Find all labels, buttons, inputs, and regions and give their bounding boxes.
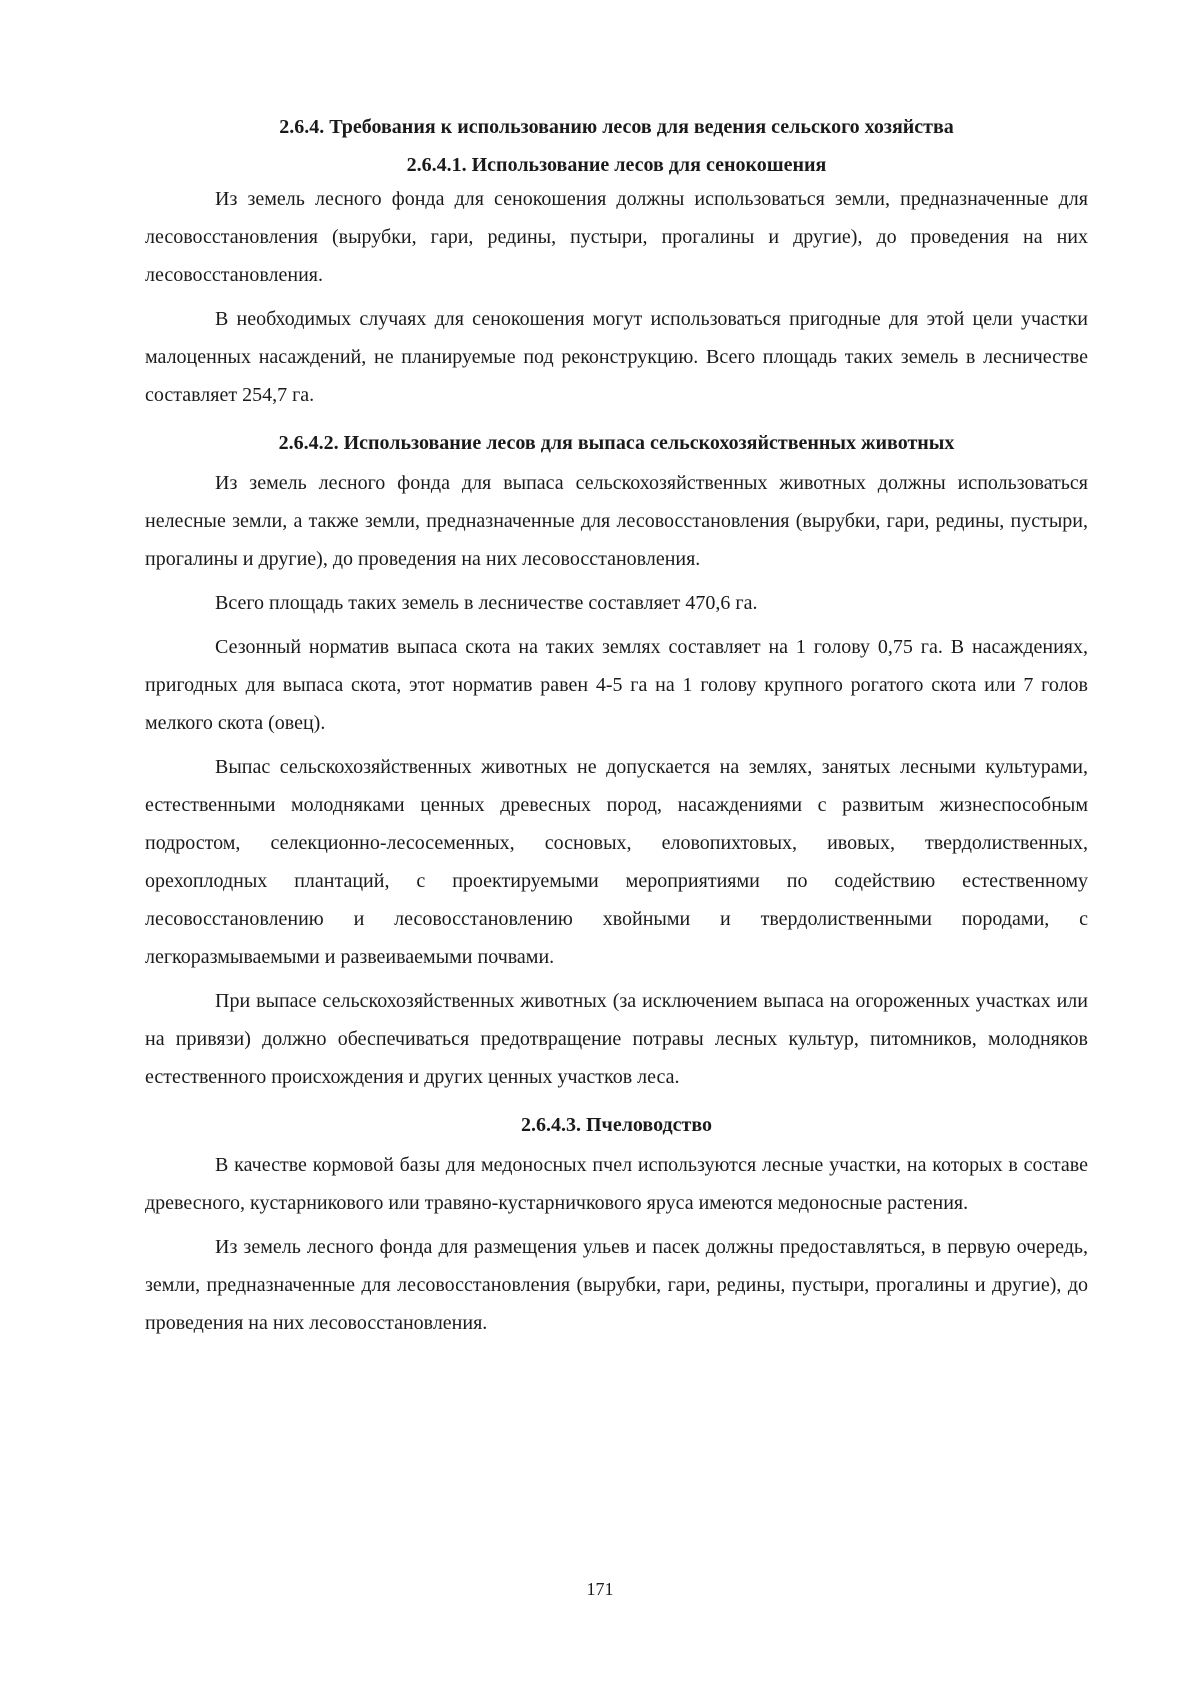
paragraph: В необходимых случаях для сенокошения могут использоваться пригодные для этой цели участки малоценных насаждений, не планируемые под реконструкцию. Всего площадь таких земель в лесничестве составляет 254,7 га. [145, 308, 1088, 406]
section-heading-2-6-4: 2.6.4. Требования к использованию лесов для ведения сельского хозяйства [279, 116, 954, 138]
section-heading-2-6-4-1: 2.6.4.1. Использование лесов для сенокошения [406, 154, 827, 176]
document-page [145, 112, 1088, 1348]
paragraph: В качестве кормовой базы для медоносных пчел используются лесные участки, на которых в составе древесного, кустарникового или травяно-кустарничкового яруса имеются медоносные растения. [145, 1154, 1088, 1214]
paragraph: Из земель лесного фонда для размещения ульев и пасек должны предоставляться, в первую очередь, земли, предназначенные для лесовосстановления (вырубки, гари, редины, пустыри, прогалины и другие), до проведения на них лесовосстановления. [145, 1236, 1088, 1334]
paragraph: При выпасе сельскохозяйственных животных (за исключением выпаса на огороженных участках или на привязи) должно обеспечиваться предотвращение потравы лесных культур, питомников, молодняков естественного происхождения и других ценных участков леса. [145, 990, 1088, 1088]
section-heading-2-6-4-3: 2.6.4.3. Пчеловодство [520, 1114, 712, 1136]
paragraph: Выпас сельскохозяйственных животных не допускается на землях, занятых лесными культурами, естественными молодняками ценных древесных пород, насаждениями с развитым жизнеспособным подростом, селекционно-лесосеменных, сосновых, еловопихтовых, ивовых, твердолиственных, орехоплодных плантаций, с проектируемыми мероприятиями по содействию естественному лесовосстановлению и лесовосстановлению хвойными и твердолиственными породами, с легкоразмываемыми и развеиваемыми почвами. [145, 756, 1088, 968]
page-number: 171 [586, 1579, 614, 1599]
section-heading-2-6-4-2: 2.6.4.2. Использование лесов для выпаса сельскохозяйственных животных [278, 432, 955, 454]
paragraph: Из земель лесного фонда для выпаса сельскохозяйственных животных должны использоваться нелесные земли, а также земли, предназначенные для лесовосстановления (вырубки, гари, редины, пустыри, прогалины и другие), до проведения на них лесовосстановления. [145, 472, 1088, 570]
paragraph: Сезонный норматив выпаса скота на таких землях составляет на 1 голову 0,75 га. В насаждениях, пригодных для выпаса скота, этот норматив равен 4-5 га на 1 голову крупного рогатого скота или 7 голов мелкого скота (овец). [145, 636, 1088, 734]
paragraph: Из земель лесного фонда для сенокошения должны использоваться земли, предназначенные для лесовосстановления (вырубки, гари, редины, пустыри, прогалины и другие), до проведения на них лесовосстановления. [145, 188, 1088, 286]
paragraph: Всего площадь таких земель в лесничестве составляет 470,6 га. [215, 592, 758, 614]
